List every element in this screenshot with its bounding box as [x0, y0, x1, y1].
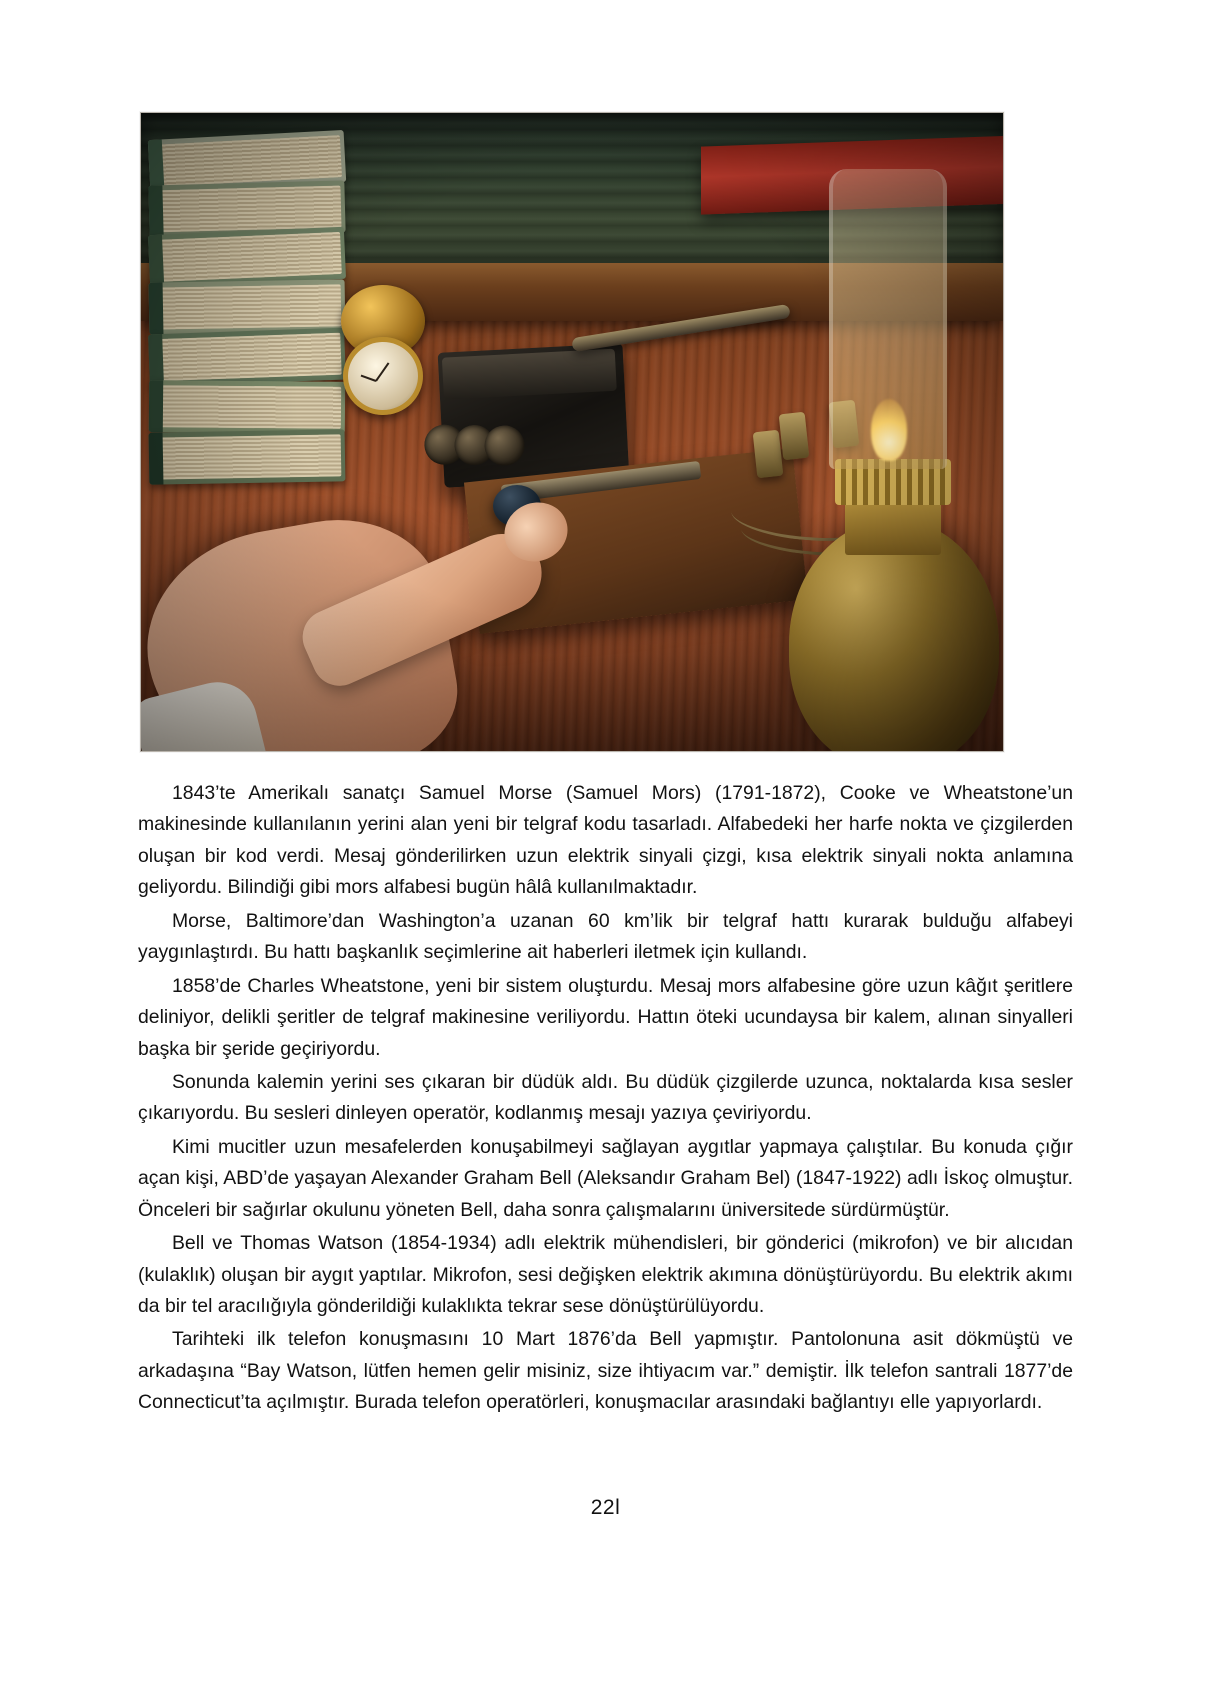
photo-illustration: [141, 113, 1003, 751]
page-number: 22l: [590, 1496, 621, 1519]
paragraph: Sonunda kalemin yerini ses çıkaran bir düdük aldı. Bu düdük çizgilerde uzunca, noktalarda kısa sesler çıkarıyordu. Bu sesleri dinleyen operatör, kodlanmış mesajı yazıya çeviriyordu.: [138, 1070, 1073, 1125]
book-item: [149, 279, 346, 334]
paragraph: Morse, Baltimore’dan Washington’a uzanan 60 km’lik bir telgraf hattı kurarak bulduğu alfabeyi yaygınlaştırdı. Bu hattı başkanlık seçimlerine ait haberleri iletmek için kullandı.: [138, 909, 1073, 964]
page-content: [138, 112, 1073, 1421]
paragraph: 1858’de Charles Wheatstone, yeni bir sistem oluşturdu. Mesaj mors alfabesine göre uzun kâğıt şeritlere deliniyor, delikli şeritler de telgraf makinesine veriliyordu. Hattın öteki ucundaysa bir kalem, alınan sinyalleri başka bir şeride geçiriyordu.: [138, 974, 1073, 1060]
book-item: [148, 328, 346, 387]
book-item: [149, 380, 345, 434]
brass-terminal-post: [753, 430, 784, 478]
book-item: [148, 227, 346, 287]
pocket-watch-face: [343, 337, 423, 415]
article-body: [138, 778, 1073, 1419]
oil-lamp-flame: [871, 399, 907, 461]
paragraph: Bell ve Thomas Watson (1854-1934) adlı elektrik mühendisleri, bir gönderici (mikrofon) ve bir alıcıdan (kulaklık) oluşan bir aygıt yaptılar. Mikrofon, sesi değişken elektrik akımına dönüştürüyordu. Bu elektrik akımı da bir tel aracılığıyla gönderildiği kulaklıkta tekrar sese dönüştürülüyordu.: [138, 1232, 1073, 1317]
paragraph: Tarihteki ilk telefon konuşmasını 10 Mart 1876’da Bell yapmıştır. Pantolonuna asit dökmüştü ve arkadaşına “Bay Watson, lütfen hemen gelir misiniz, size ihtiyacım var.” demiştir. İlk telefon santrali 1877’de Connecticut’ta açılmıştır. Burada telefon operatörleri, konuşmacılar arasındaki bağlantıyı elle yapıyorlardı.: [138, 1328, 1073, 1414]
brass-terminal-post: [779, 412, 810, 460]
telegraph-photo-figure: [140, 112, 1004, 752]
pointing-hand: [149, 437, 569, 751]
pocket-watch: [337, 285, 427, 415]
paragraph: Kimi mucitler uzun mesafelerden konuşabilmeyi sağlayan aygıtlar yapmaya çalıştılar. Bu konuda çığır açan kişi, ABD’de yaşayan Alexander Graham Bell (Aleksandır Graham Bel) (1847-1922) adlı İskoç olmuştur. Önceleri bir sağırlar okulunu yöneten Bell, daha sonra çalışmalarını üniversitede sürdürmüştür.: [138, 1135, 1073, 1221]
paragraph: 1843’te Amerikalı sanatçı Samuel Morse (Samuel Mors) (1791-1872), Cooke ve Wheatstone’un makinesinde kullanılanın yerini alan yeni bir telgraf kodu tasarladı. Alfabedeki her harfe nokta ve çizgilerden oluşan bir kod verdi. Mesaj gönderilirken uzun elektrik sinyali çizgi, kısa elektrik sinyali nokta anlamına geliyordu. Bilindiği gibi mors alfabesi bugün hâlâ kullanılmaktadır.: [138, 782, 1073, 899]
telegraph-box-lid: [442, 349, 617, 400]
